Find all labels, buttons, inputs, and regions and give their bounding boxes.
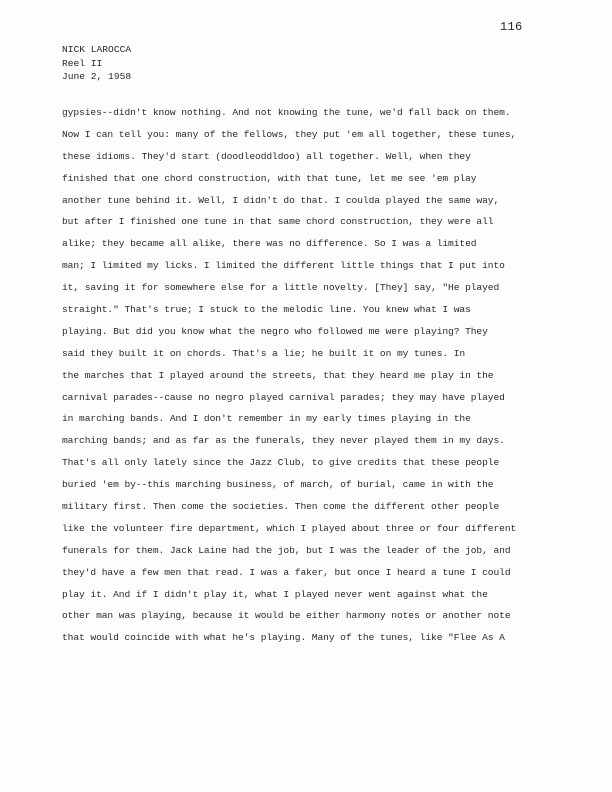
transcript-line: straight." That's true; I stuck to the melodic line. You knew what I was	[62, 304, 471, 316]
transcript-line: the marches that I played around the streets, that they heard me play in the	[62, 369, 494, 381]
transcript-body	[62, 102, 552, 649]
transcript-line: in marching bands. And I don't remember in my early times playing in the	[62, 413, 471, 425]
transcript-line: alike; they became all alike, there was no difference. So I was a limited	[62, 238, 477, 250]
transcript-line: carnival parades--cause no negro played carnival parades; they may have played	[62, 391, 505, 403]
transcript-line: military first. Then come the societies. Then come the different other people	[62, 501, 500, 513]
transcript-line: but after I finished one tune in that same chord construction, they were all	[62, 216, 494, 228]
interviewee-name: NICK LAROCCA	[62, 44, 132, 55]
transcript-line: playing. But did you know what the negro who followed me were playing? They	[62, 325, 488, 337]
transcript-line: man; I limited my licks. I limited the different little things that I put into	[62, 260, 505, 272]
transcript-line: it, saving it for somewhere else for a little novelty. [They] say, "He played	[62, 282, 500, 294]
document-header	[62, 43, 131, 84]
transcript-line: other man was playing, because it would be either harmony notes or another note	[62, 610, 511, 622]
interview-date: June 2, 1958	[62, 71, 132, 83]
transcript-line: play it. And if I didn't play it, what I played never went against what the	[62, 588, 488, 600]
transcript-line: that would coincide with what he's playing. Many of the tunes, like "Flee As A	[62, 632, 505, 644]
transcript-line: finished that one chord construction, with that tune, let me see 'em play	[62, 172, 477, 184]
transcript-line: they'd have a few men that read. I was a faker, but once I heard a tune I could	[62, 566, 511, 578]
reel-label: Reel II	[62, 57, 103, 69]
transcript-line: buried 'em by--this marching business, of march, of burial, came in with the	[62, 479, 494, 491]
page-number: 116	[500, 20, 523, 34]
transcript-line: That's all only lately since the Jazz Club, to give credits that these people	[62, 457, 500, 469]
transcript-line: like the volunteer fire department, which I played about three or four different	[62, 522, 517, 534]
transcript-line: marching bands; and as far as the funerals, they never played them in my days.	[62, 435, 505, 447]
transcript-line: Now I can tell you: many of the fellows, they put 'em all together, these tunes,	[62, 128, 517, 140]
transcript-line: another tune behind it. Well, I didn't do that. I coulda played the same way,	[62, 194, 500, 206]
transcript-line: these idioms. They'd start (doodleoddldoo) all together. Well, when they	[62, 150, 471, 162]
transcript-line: funerals for them. Jack Laine had the job, but I was the leader of the job, and	[62, 544, 511, 556]
transcript-line: said they built it on chords. That's a lie; he built it on my tunes. In	[62, 347, 466, 359]
transcript-line: gypsies--didn't know nothing. And not knowing the tune, we'd fall back on them.	[62, 107, 511, 118]
